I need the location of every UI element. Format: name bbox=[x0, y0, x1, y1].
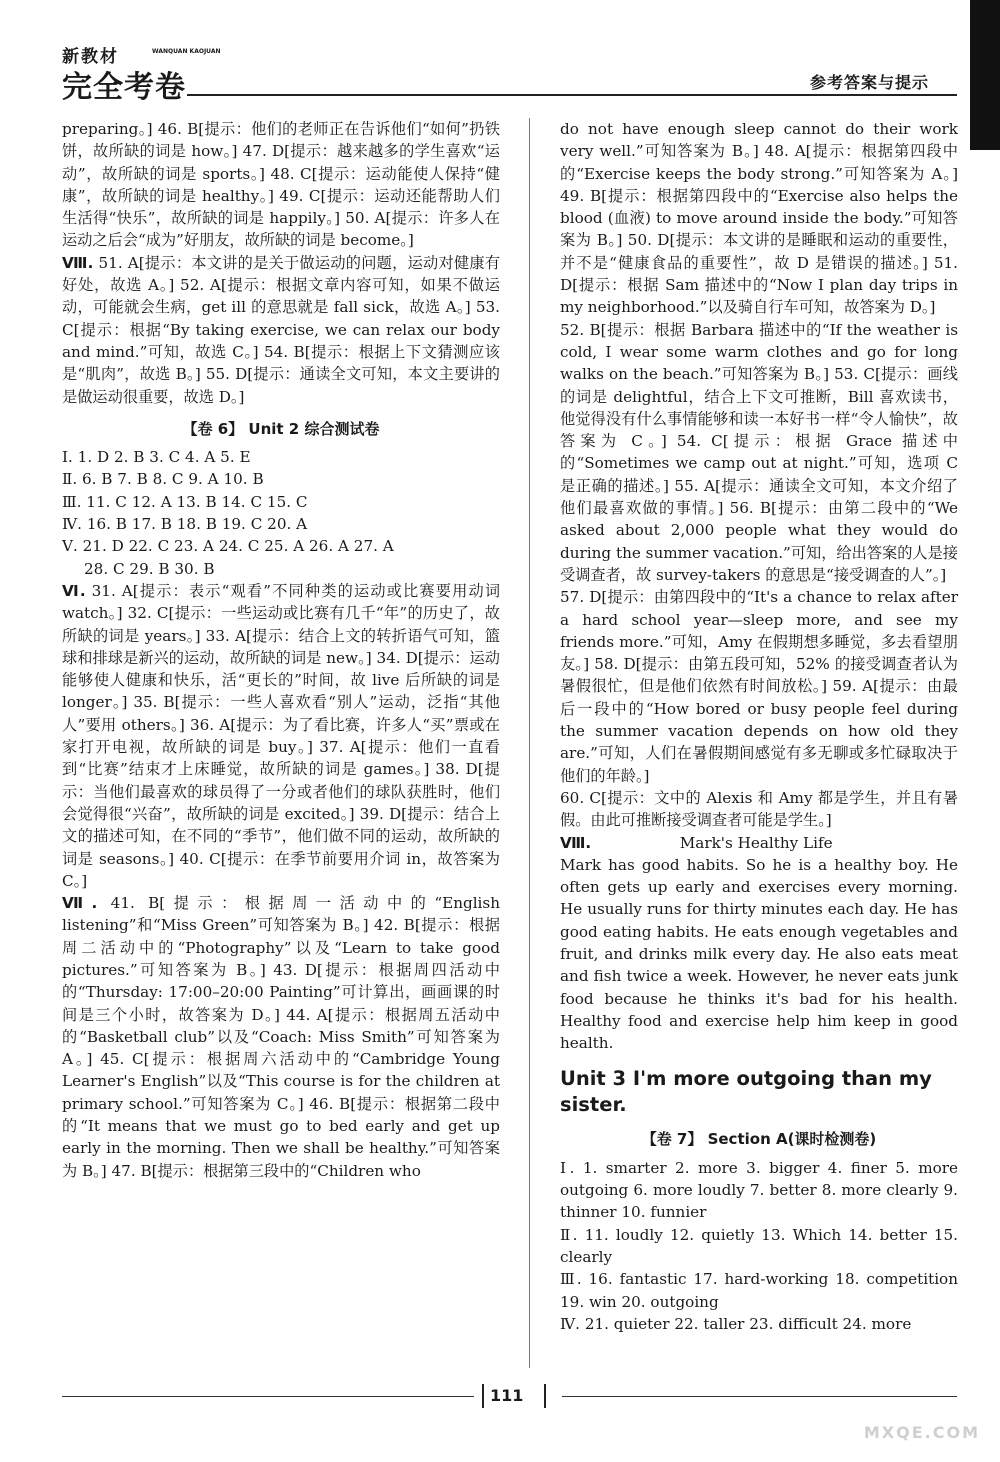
essay-title: Mark's Healthy Life bbox=[679, 833, 833, 852]
essay-heading bbox=[560, 832, 958, 854]
page-header bbox=[62, 42, 957, 105]
answer-row: Ⅰ. 1. D 2. B 3. C 4. A 5. E bbox=[62, 448, 251, 467]
footer-bar-right bbox=[544, 1384, 546, 1408]
answer-row: Ⅲ. 16. fantastic 17. hard-working 18. competition 19. win 20. outgoing bbox=[560, 1270, 958, 1311]
page-number: 111 bbox=[490, 1386, 524, 1405]
answer-text: 31. A[提示：表示“观看”不同种类的运动或比赛要用动词 watch。] 32. C[提示：一些运动或比赛有几千“年”的历史了，故所缺的词是 years。] 33. A[提示：结合上文的转折语气可知，篮球和排球是新兴的运动，故所缺的词是 new。] 34. D[提示：运动能够使人健康和快乐，活“更长的”时间，故 live 后所缺的词是 longer。] 35. B[提示：一些人喜欢看“别人”运动，泛指“其他人”要用 others。] 36. A[提示：为了看比赛，许多人“买”票或在家打开电视，故所缺的词是 buy。] 37. A[提示：他们一直看到“比赛”结束才上床睡觉，故所缺的词是 games。] 38. D[提示：当他们最喜欢的球员得了一分或者他们的球队获胜时，他们会觉得很“兴奋”，故所缺的词是 excited。] 39. D[提示：结合上文的描述可知，在不同的“季节”，他们做不同的运动，故所缺的词是 seasons。] 40. C[提示：在季节前要用介词 in，故答案为 C。] bbox=[62, 581, 501, 890]
answer-row: Ⅰ. 1. smarter 2. more 3. bigger 4. finer 5. more outgoing 6. more loudly 7. better 8. more clearly 9. thinner 10. funnier bbox=[560, 1158, 958, 1222]
answer-paragraph: do not have enough sleep cannot do their work very well.”可知答案为 B。] 48. A[提示：根据第四段中的“Exercise keeps the body strong.”可知答案为 A。] 49. B[提示：根据第四段中的“Exercise also helps the blood (血液) to move around inside the body.”可知答案为 B。] 50. D[提示：本文讲的是睡眠和运动的重要性，并不是“健康食品的重要性”，故 D 是错误的描述。] 51. D[提示：根据 Sam 描述中的“Now I plan day trips in my neighborhood.”以及骑自行车可知，故答案为 D。] bbox=[560, 120, 958, 317]
brand-title: 完全考卷 bbox=[62, 70, 186, 105]
answer-paragraph bbox=[62, 892, 500, 1182]
essay-body: Mark has good habits. So he is a healthy boy. He often gets up early and exercises every morning. He usually runs for thirty minutes each day. He has good eating habits. He eats enough vegetables and fruit, and drinks milk every day. He also eats meat and fish twice a week. However, he never eats junk food because he thinks it's bad for his health. Healthy food and exercise help him keep in good health. bbox=[560, 855, 958, 1053]
answer-row: Ⅱ. 6. B 7. B 8. C 9. A 10. B bbox=[62, 470, 264, 489]
left-column bbox=[62, 118, 500, 1182]
brand-subtitle: 新教材 bbox=[62, 47, 119, 67]
answer-paragraph bbox=[62, 252, 500, 408]
answer-row: Ⅳ. 16. B 17. B 18. B 19. C 20. A bbox=[62, 515, 308, 534]
answer-paragraph: 60. C[提示：文中的 Alexis 和 Amy 都是学生，并且有暑假。由此可推断接受调查者可能是学生。] bbox=[560, 788, 958, 830]
column-divider bbox=[529, 118, 530, 1368]
answer-paragraph: 57. D[提示：由第四段中的“It's a chance to relax after a hard school year—sleep more, and see my friends more.”可知，Amy 在假期想多睡觉，多去看望朋友。] 58. D[提示：由第五段可知，52% 的接受调查者认为暑假很忙，但是他们依然有时间放松。] 59. A[提示：由最后一段中的“How bored or busy people feel during the summer vacation depends on how old they are.”可知，人们在暑假期间感觉有多无聊或多忙碌取决于他们的年龄。] bbox=[560, 588, 958, 785]
answer-row: Ⅳ. 21. quieter 22. taller 23. difficult 24. more bbox=[560, 1314, 912, 1333]
section-heading: 【卷 6】 Unit 2 综合测试卷 bbox=[182, 419, 380, 438]
footer-rule-right bbox=[562, 1396, 957, 1397]
answer-row: Ⅲ. 11. C 12. A 13. B 14. C 15. C bbox=[62, 492, 308, 511]
answer-row: 28. C 29. B 30. B bbox=[84, 559, 215, 578]
unit-title: Unit 3 I'm more outgoing than my sister. bbox=[560, 1067, 932, 1117]
section-numeral: Ⅷ. bbox=[62, 253, 94, 272]
section-numeral: Ⅶ. bbox=[62, 894, 98, 913]
footer-bar-left bbox=[482, 1384, 484, 1408]
answer-row: Ⅴ. 21. D 22. C 23. A 24. C 25. A 26. A 27. A bbox=[62, 537, 394, 556]
answer-text: 51. A[提示：本文讲的是关于做运动的问题，运动对健康有好处，故选 A。] 52. A[提示：根据文章内容可知，如果不做运动，可能就会生病，get ill 的意思就是 fall sick，故选 A。] 53. C[提示：根据“By taking exercise, we can relax our body and mind.”可知，故选 C。] 54. B[提示：根据上下文猜测应该是“肌肉”，故选 B。] 55. D[提示：通读全文可知，本文主要讲的是做运动很重要，故选 D。] bbox=[62, 253, 501, 406]
answer-row: Ⅱ. 11. loudly 12. quietly 13. Which 14. better 15. clearly bbox=[560, 1225, 958, 1266]
header-title: 参考答案与提示 bbox=[809, 73, 929, 92]
answer-paragraph bbox=[62, 580, 500, 892]
answer-paragraph: 52. B[提示：根据 Barbara 描述中的“If the weather is cold, I wear some warm clothes and go for long walks on the beach.”可知答案为 B。] 53. C[提示：画线的词是 delightful，结合上下文可推断，Bill 喜欢读书，他觉得没有什么事情能够和读一本好书一样“令人愉快”，故答案为 C。] 54. C[提示：根据 Grace 描述中的“Sometimes we camp out at night.”可知，选项 C 是正确的描述。] 55. A[提示：通读全文可知，本文介绍了他们最喜欢做的事情。] 56. B[提示：由第二段中的“We asked about 2,000 people what they would do during the summer vacation.”可知，给出答案的人是接受调查者，故 survey-takers 的意思是“接受调查的人”。] bbox=[560, 320, 958, 584]
page-footer bbox=[62, 1382, 957, 1412]
footer-rule-left bbox=[62, 1396, 474, 1397]
section-numeral: Ⅷ. bbox=[560, 833, 592, 852]
side-tab-marker bbox=[970, 0, 1000, 150]
brand-pinyin: WANQUAN KAOJUAN bbox=[152, 48, 221, 55]
header-rule bbox=[187, 94, 957, 96]
answer-paragraph: preparing。] 46. B[提示：他们的老师正在告诉他们“如何”扔铁饼，故所缺的词是 how。] 47. D[提示：越来越多的学生喜欢“运动”，故所缺的词是 sports。] 48. C[提示：运动能使人保持“健康”，故所缺的词是 healthy。] 49. C[提示：运动还能帮助人们生活得“快乐”，故所缺的词是 happily。] 50. A[提示：许多人在运动之后会“成为”好朋友，故所缺的词是 become。] bbox=[62, 120, 500, 250]
right-column bbox=[560, 118, 958, 1335]
section-heading: 【卷 7】 Section A(课时检测卷) bbox=[641, 1130, 877, 1149]
answer-text: 41. B[提示：根据周一活动中的“English listening”和“Miss Green”可知答案为 B。] 42. B[提示：根据周二活动中的“Photography”以及“Learn to take good pictures.”可知答案为 B。] 43. D[提示：根据周四活动中的“Thursday: 17:00–20:00 Painting”可计算出，画画课的时间是三个小时，故答案为 D。] 44. A[提示：根据周五活动中的“Basketball club”以及“Coach: Miss Smith”可知答案为 A。] 45. C[提示：根据周六活动中的“Cambridge Young Learner's English”以及“This course is for the children at primary school.”可知答案为 C。] 46. B[提示：根据第二段中的“It means that we must go to bed early and get up early in the morning. Then we shall be healthy.”可知答案为 B。] 47. B[提示：根据第三段中的“Children who bbox=[62, 894, 500, 1180]
section-numeral: Ⅵ. bbox=[62, 581, 86, 600]
watermark: MXQE.COM bbox=[863, 1423, 980, 1442]
